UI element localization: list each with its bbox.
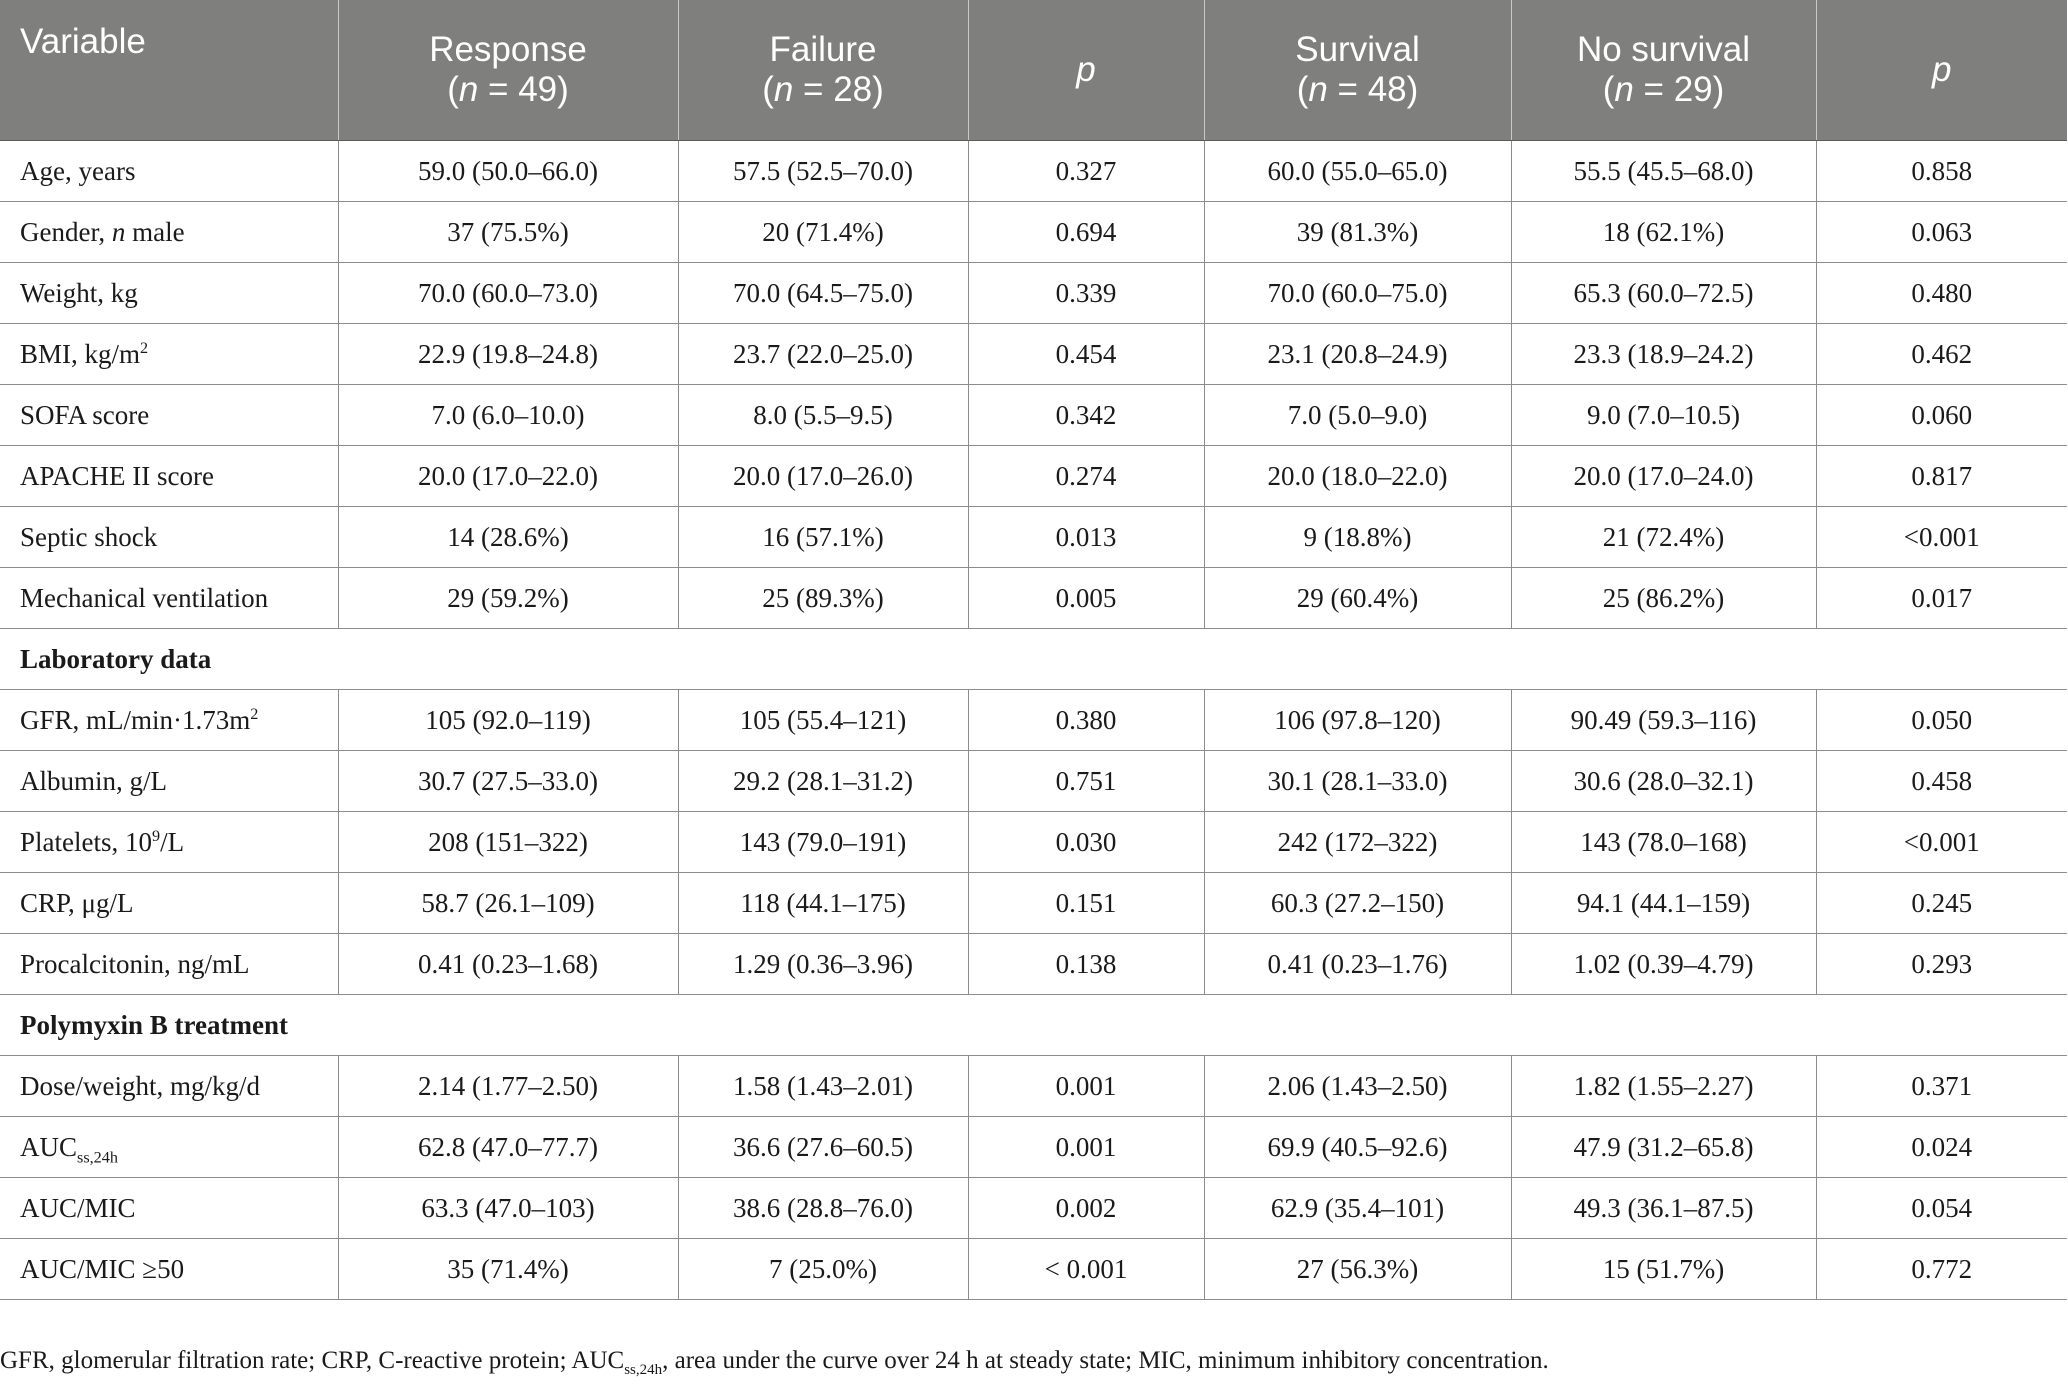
cell-response: 14 (28.6%): [338, 507, 678, 568]
header-response-n: (n = 49): [447, 70, 569, 109]
cell-failure: 29.2 (28.1–31.2): [678, 751, 968, 812]
cell-response: 2.14 (1.77–2.50): [338, 1056, 678, 1117]
cell-failure: 23.7 (22.0–25.0): [678, 324, 968, 385]
cell-no-survival: 1.02 (0.39–4.79): [1511, 934, 1816, 995]
cell-failure: 70.0 (64.5–75.0): [678, 263, 968, 324]
table-row: [0, 141, 2067, 202]
cell-survival: 69.9 (40.5–92.6): [1204, 1117, 1511, 1178]
section-title-polymyxin: Polymyxin B treatment: [0, 995, 2067, 1056]
row-label: AUC/MIC ≥50: [0, 1239, 338, 1300]
row-label: APACHE II score: [0, 446, 338, 507]
cell-survival: 242 (172–322): [1204, 812, 1511, 873]
row-label: Mechanical ventilation: [0, 568, 338, 629]
cell-survival: 9 (18.8%): [1204, 507, 1511, 568]
cell-p2: 0.462: [1816, 324, 2067, 385]
cell-failure: 7 (25.0%): [678, 1239, 968, 1300]
cell-p1: 0.339: [968, 263, 1204, 324]
cell-survival: 106 (97.8–120): [1204, 690, 1511, 751]
cell-p1: 0.694: [968, 202, 1204, 263]
cell-no-survival: 55.5 (45.5–68.0): [1511, 141, 1816, 202]
cell-response: 29 (59.2%): [338, 568, 678, 629]
cell-p2: 0.017: [1816, 568, 2067, 629]
table-footnote: GFR, glomerular filtration rate; CRP, C-reactive protein; $AUC_{ss,24h}$, area under the curve over 24 h at steady state; MIC, minimum inhibitory concentration.: [0, 1347, 1549, 1378]
cell-survival: 7.0 (5.0–9.0): [1204, 385, 1511, 446]
cell-p2: <0.001: [1816, 812, 2067, 873]
cell-p1: 0.138: [968, 934, 1204, 995]
cell-failure: 143 (79.0–191): [678, 812, 968, 873]
cell-no-survival: 15 (51.7%): [1511, 1239, 1816, 1300]
header-p1: p: [968, 0, 1204, 141]
cell-p2: 0.245: [1816, 873, 2067, 934]
cell-p2: 0.817: [1816, 446, 2067, 507]
table-row: [0, 690, 2067, 751]
header-p2: p: [1816, 0, 2067, 141]
cell-p1: 0.030: [968, 812, 1204, 873]
cell-survival: 30.1 (28.1–33.0): [1204, 751, 1511, 812]
row-label: Weight, kg: [0, 263, 338, 324]
cell-response: 7.0 (6.0–10.0): [338, 385, 678, 446]
row-label: Septic shock: [0, 507, 338, 568]
header-response: Response (n = 49): [338, 0, 678, 141]
cell-no-survival: 9.0 (7.0–10.5): [1511, 385, 1816, 446]
row-label: CRP, μg/L: [0, 873, 338, 934]
row-label: Dose/weight, mg/kg/d: [0, 1056, 338, 1117]
cell-survival: 60.3 (27.2–150): [1204, 873, 1511, 934]
table-row: [0, 934, 2067, 995]
cell-survival: 60.0 (55.0–65.0): [1204, 141, 1511, 202]
cell-failure: 20 (71.4%): [678, 202, 968, 263]
table-row: [0, 446, 2067, 507]
cell-failure: 57.5 (52.5–70.0): [678, 141, 968, 202]
cell-failure: 1.29 (0.36–3.96): [678, 934, 968, 995]
cell-no-survival: 30.6 (28.0–32.1): [1511, 751, 1816, 812]
table-row: [0, 1117, 2067, 1178]
row-label: Albumin, g/L: [0, 751, 338, 812]
cell-p2: 0.054: [1816, 1178, 2067, 1239]
cell-p2: 0.293: [1816, 934, 2067, 995]
cell-failure: 36.6 (27.6–60.5): [678, 1117, 968, 1178]
cell-p1: 0.001: [968, 1117, 1204, 1178]
table-row: [0, 1178, 2067, 1239]
header-failure-n: (n = 28): [762, 70, 884, 109]
cell-p2: 0.858: [1816, 141, 2067, 202]
cell-p1: 0.274: [968, 446, 1204, 507]
cell-response: 59.0 (50.0–66.0): [338, 141, 678, 202]
row-label: $AUC_{ss,24h}$: [0, 1117, 338, 1178]
row-label: AUC/MIC: [0, 1178, 338, 1239]
cell-failure: 16 (57.1%): [678, 507, 968, 568]
cell-response: 35 (71.4%): [338, 1239, 678, 1300]
cell-response: 30.7 (27.5–33.0): [338, 751, 678, 812]
cell-failure: 8.0 (5.5–9.5): [678, 385, 968, 446]
cell-response: 0.41 (0.23–1.68): [338, 934, 678, 995]
table-row: [0, 812, 2067, 873]
cell-no-survival: 65.3 (60.0–72.5): [1511, 263, 1816, 324]
cell-response: 63.3 (47.0–103): [338, 1178, 678, 1239]
table-row: [0, 873, 2067, 934]
cell-p1: 0.002: [968, 1178, 1204, 1239]
cell-response: 20.0 (17.0–22.0): [338, 446, 678, 507]
cell-no-survival: 21 (72.4%): [1511, 507, 1816, 568]
cell-survival: 27 (56.3%): [1204, 1239, 1511, 1300]
cell-failure: 25 (89.3%): [678, 568, 968, 629]
cell-survival: 2.06 (1.43–2.50): [1204, 1056, 1511, 1117]
table-row: [0, 263, 2067, 324]
cell-p1: 0.001: [968, 1056, 1204, 1117]
cell-failure: 118 (44.1–175): [678, 873, 968, 934]
header-no-survival-n: (n = 29): [1602, 70, 1725, 109]
cell-p1: 0.013: [968, 507, 1204, 568]
cell-survival: 20.0 (18.0–22.0): [1204, 446, 1511, 507]
header-failure: Failure (n = 28): [678, 0, 968, 141]
cell-p2: 0.458: [1816, 751, 2067, 812]
cell-p2: 0.050: [1816, 690, 2067, 751]
cell-p2: 0.063: [1816, 202, 2067, 263]
cell-response: 22.9 (19.8–24.8): [338, 324, 678, 385]
header-row: [0, 0, 2067, 141]
cell-no-survival: 1.82 (1.55–2.27): [1511, 1056, 1816, 1117]
cell-p1: 0.151: [968, 873, 1204, 934]
cell-response: 208 (151–322): [338, 812, 678, 873]
section-title-laboratory: Laboratory data: [0, 629, 2067, 690]
table-row: [0, 568, 2067, 629]
cell-p1: 0.751: [968, 751, 1204, 812]
cell-response: 62.8 (47.0–77.7): [338, 1117, 678, 1178]
cell-survival: 70.0 (60.0–75.0): [1204, 263, 1511, 324]
cell-failure: 20.0 (17.0–26.0): [678, 446, 968, 507]
table-row: [0, 751, 2067, 812]
table-row: [0, 324, 2067, 385]
header-survival-n: (n = 48): [1296, 70, 1419, 109]
header-survival: Survival (n = 48): [1204, 0, 1511, 141]
row-label: Procalcitonin, ng/mL: [0, 934, 338, 995]
cell-no-survival: 47.9 (31.2–65.8): [1511, 1117, 1816, 1178]
cell-no-survival: 25 (86.2%): [1511, 568, 1816, 629]
cell-p1: 0.454: [968, 324, 1204, 385]
cell-no-survival: 18 (62.1%): [1511, 202, 1816, 263]
cell-p2: 0.371: [1816, 1056, 2067, 1117]
cell-p1: < 0.001: [968, 1239, 1204, 1300]
cell-p2: 0.480: [1816, 263, 2067, 324]
cell-p1: 0.005: [968, 568, 1204, 629]
cell-failure: 1.58 (1.43–2.01): [678, 1056, 968, 1117]
cell-response: 70.0 (60.0–73.0): [338, 263, 678, 324]
cell-p2: 0.060: [1816, 385, 2067, 446]
cell-survival: 39 (81.3%): [1204, 202, 1511, 263]
cell-p1: 0.327: [968, 141, 1204, 202]
header-variable: Variable: [0, 0, 338, 141]
row-label: BMI, $kg/m^2$: [0, 324, 338, 385]
cell-no-survival: 20.0 (17.0–24.0): [1511, 446, 1816, 507]
table-row: [0, 507, 2067, 568]
table-row: [0, 202, 2067, 263]
row-label: Platelets, $10^9/L$: [0, 812, 338, 873]
cell-p2: <0.001: [1816, 507, 2067, 568]
row-label: Gender, n male: [0, 202, 338, 263]
cell-survival: 23.1 (20.8–24.9): [1204, 324, 1511, 385]
cell-p2: 0.772: [1816, 1239, 2067, 1300]
section-row-laboratory: [0, 629, 2067, 690]
cell-response: 37 (75.5%): [338, 202, 678, 263]
cell-survival: 62.9 (35.4–101): [1204, 1178, 1511, 1239]
cell-failure: 38.6 (28.8–76.0): [678, 1178, 968, 1239]
header-no-survival: No survival (n = 29): [1511, 0, 1816, 141]
table-row: [0, 385, 2067, 446]
cell-survival: 29 (60.4%): [1204, 568, 1511, 629]
cell-response: 105 (92.0–119): [338, 690, 678, 751]
cell-no-survival: 143 (78.0–168): [1511, 812, 1816, 873]
cell-no-survival: 49.3 (36.1–87.5): [1511, 1178, 1816, 1239]
row-label: Age, years: [0, 141, 338, 202]
cell-survival: 0.41 (0.23–1.76): [1204, 934, 1511, 995]
cell-p1: 0.342: [968, 385, 1204, 446]
cell-no-survival: 23.3 (18.9–24.2): [1511, 324, 1816, 385]
cell-p1: 0.380: [968, 690, 1204, 751]
table-row: [0, 1056, 2067, 1117]
row-label: GFR, $mL/\min\cdot 1.73m^2$: [0, 690, 338, 751]
cell-response: 58.7 (26.1–109): [338, 873, 678, 934]
cell-p2: 0.024: [1816, 1117, 2067, 1178]
row-label: SOFA score: [0, 385, 338, 446]
cell-no-survival: 94.1 (44.1–159): [1511, 873, 1816, 934]
section-row-polymyxin: [0, 995, 2067, 1056]
table-row: [0, 1239, 2067, 1300]
cell-failure: 105 (55.4–121): [678, 690, 968, 751]
cell-no-survival: 90.49 (59.3–116): [1511, 690, 1816, 751]
